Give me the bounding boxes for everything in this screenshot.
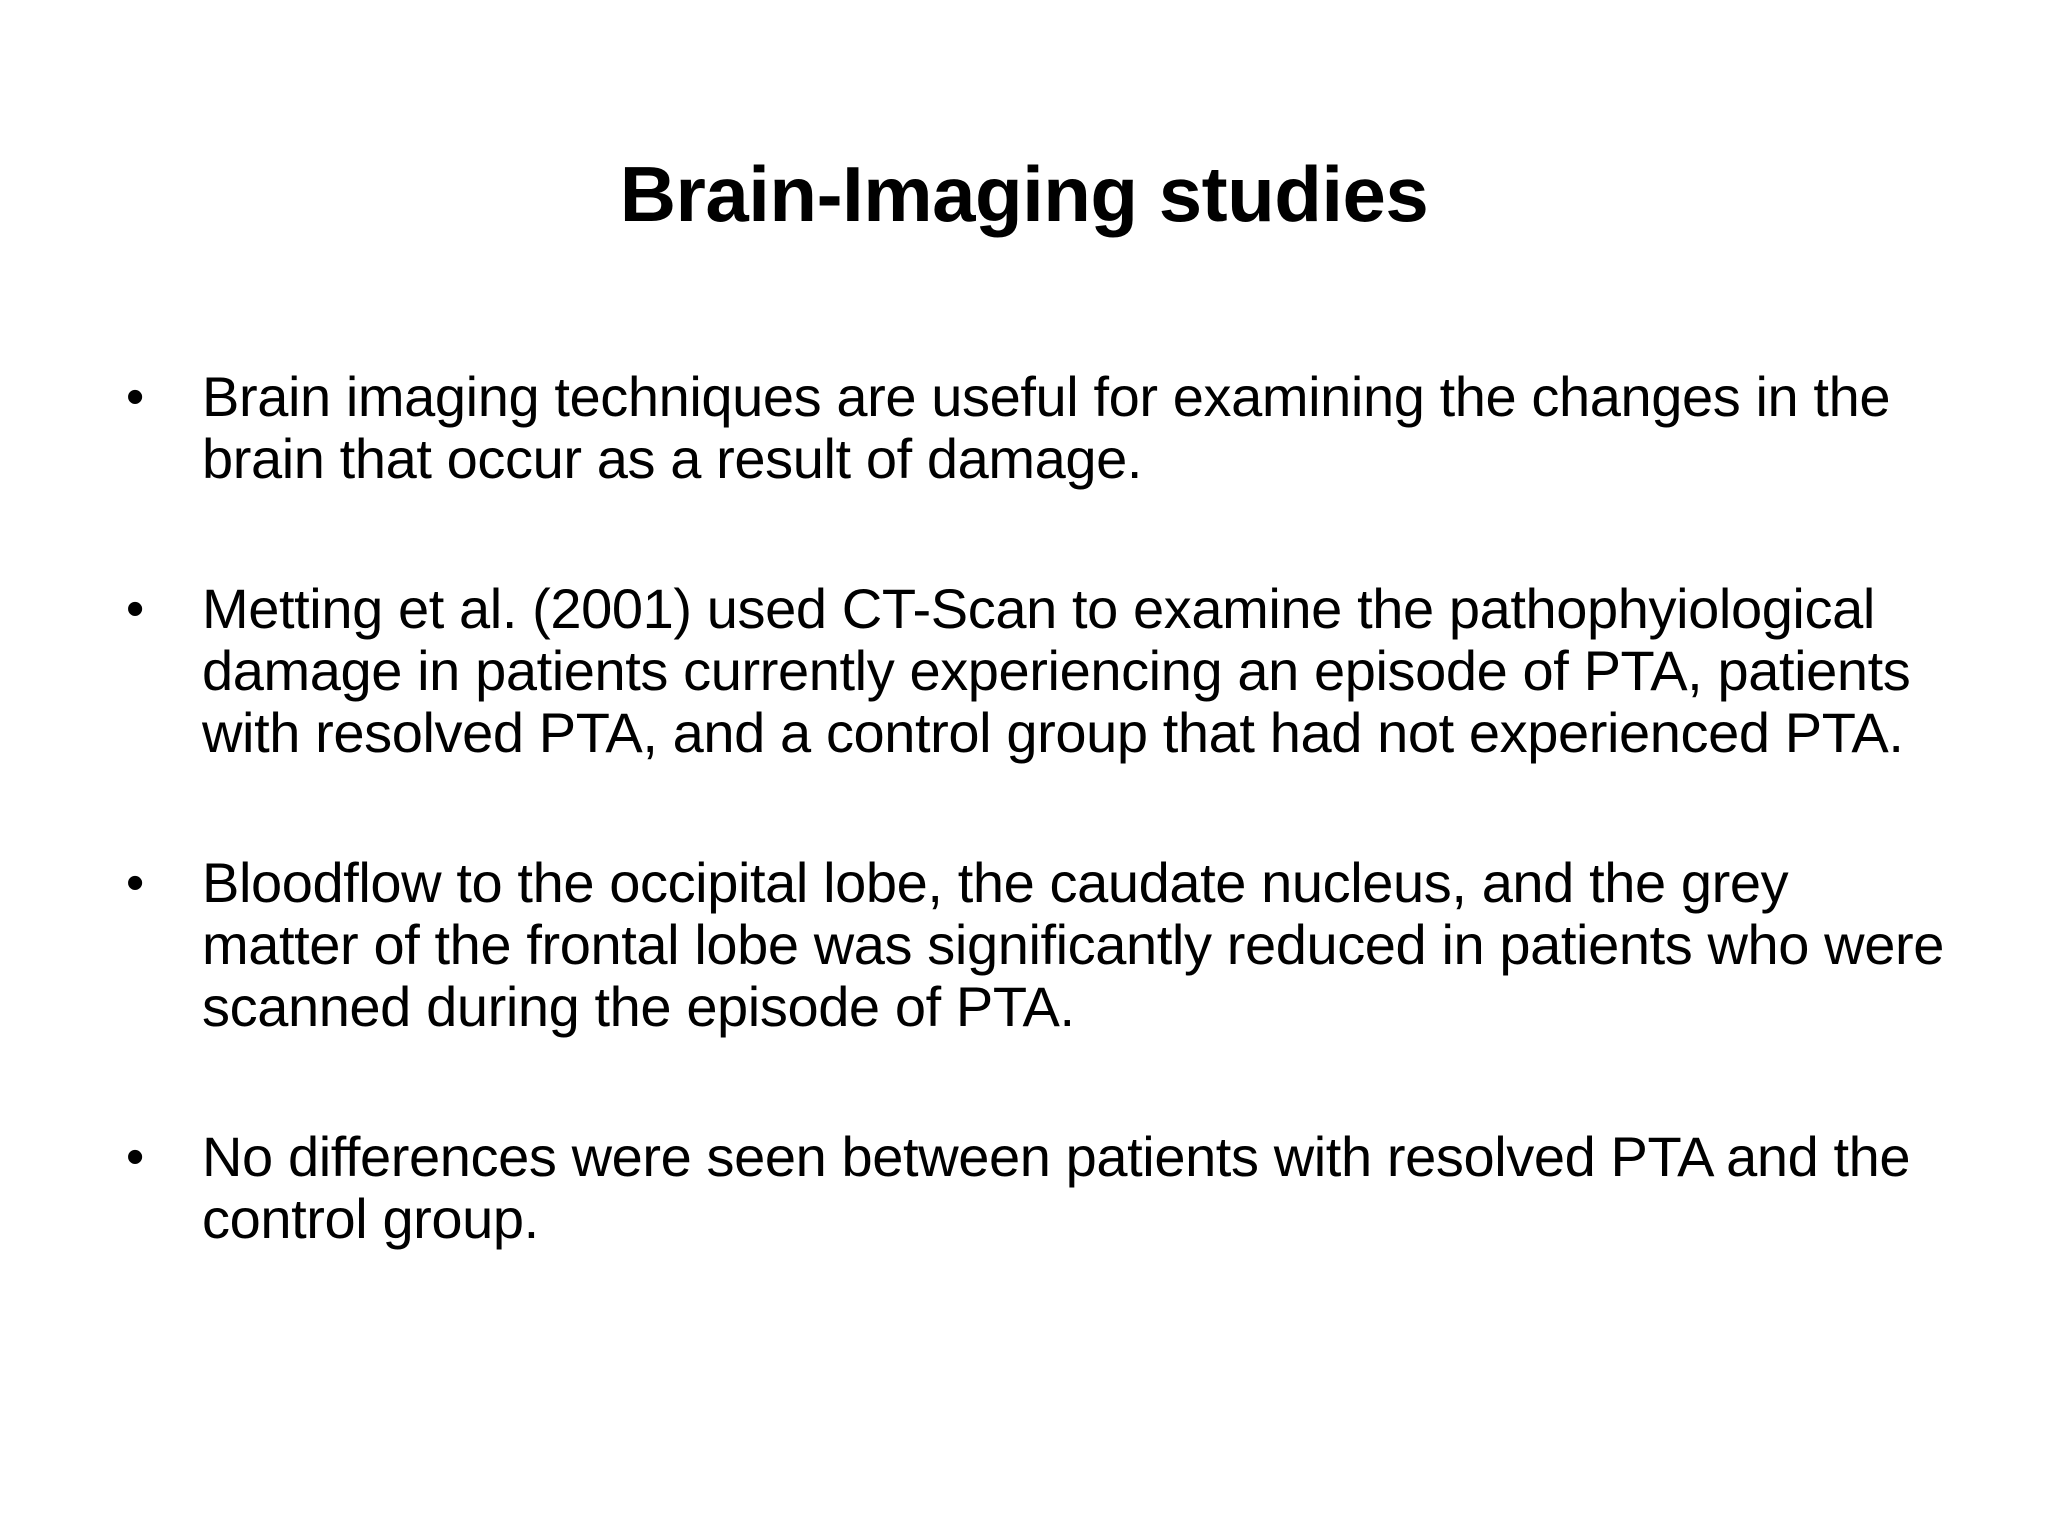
- bullet-icon: •: [126, 854, 144, 912]
- bullet-text: Brain imaging techniques are useful for examining the changes in the brain that occur as a result of damage.: [202, 365, 1891, 490]
- bullet-list: [124, 366, 1954, 1338]
- bullet-item: [124, 578, 1954, 764]
- bullet-icon: •: [126, 1128, 144, 1186]
- bullet-item: [124, 366, 1954, 490]
- bullet-icon: •: [126, 368, 144, 426]
- bullet-text: No differences were seen between patients with resolved PTA and the control group.: [202, 1125, 1911, 1250]
- bullet-item: [124, 1126, 1954, 1250]
- bullet-item: [124, 852, 1954, 1038]
- bullet-text: Metting et al. (2001) used CT-Scan to examine the pathophyiological damage in patients currently experiencing an episode of PTA, patients with resolved PTA, and a control group that had not experienced PTA.: [202, 577, 1911, 764]
- bullet-text: Bloodflow to the occipital lobe, the caudate nucleus, and the grey matter of the frontal lobe was significantly reduced in patients who were scanned during the episode of PTA.: [202, 851, 1944, 1038]
- bullet-icon: •: [126, 580, 144, 638]
- slide-title: Brain-Imaging studies: [619, 150, 1429, 238]
